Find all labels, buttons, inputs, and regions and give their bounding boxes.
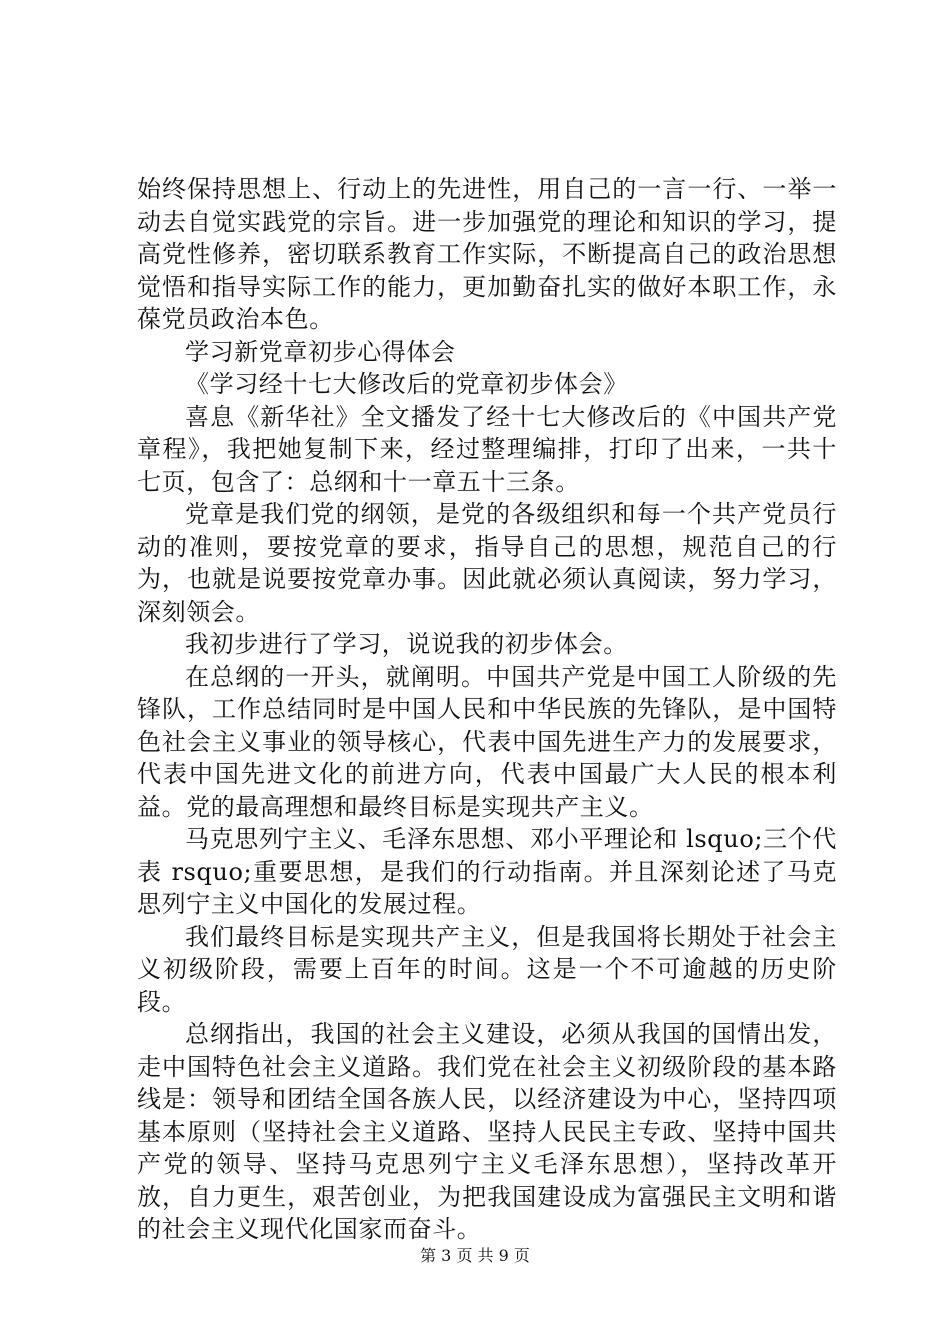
paragraph: 在总纲的一开头，就阐明。中国共产党是中国工人阶级的先锋队，工作总结同时是中国人民和中华民族的先锋队，是中国特色社会主义事业的领导核心，代表中国先进生产力的发展要求，代表中国先进文化的前进方向，代表中国最广大人民的根本利益。党的最高理想和最终目标是实现共产主义。	[137, 662, 837, 821]
section-heading: 学习新党章初步心得体会	[185, 337, 456, 366]
article-title: 《学习经十七大修改后的党章初步体会》	[185, 370, 628, 398]
paragraph-continued: 始终保持思想上、行动上的先进性，用自己的一言一行、一举一动去自觉实践党的宗旨。进一步加强党的理论和知识的学习，提高党性修养，密切联系教育工作实际，不断提高自己的政治思想觉悟和指导实际工作的能力，更加勤奋扎实的做好本职工作，永葆党员政治本色。	[137, 175, 837, 333]
paragraph: 马克思列宁主义、毛泽东思想、邓小平理论和 lsquo;三个代表 rsquo;重要思想，是我们的行动指南。并且深刻论述了马克思列宁主义中国化的发展过程。	[137, 825, 837, 918]
paragraph: 喜息《新华社》全文播发了经十七大修改后的《中国共产党章程》，我把她复制下来，经过整理编排，打印了出来，一共十七页，包含了：总纲和十一章五十三条。	[137, 402, 837, 496]
paragraph: 党章是我们党的纲领，是党的各级组织和每一个共产党员行动的准则，要按党章的要求，指导自己的思想，规范自己的行为，也就是说要按党章办事。因此就必须认真阅读，努力学习，深刻领会。	[137, 500, 837, 626]
paragraph: 我初步进行了学习，说说我的初步体会。	[185, 630, 628, 658]
paragraph: 我们最终目标是实现共产主义，但是我国将长期处于社会主义初级阶段，需要上百年的时间。这是一个不可逾越的历史阶段。	[137, 922, 837, 1016]
paragraph: 总纲指出，我国的社会主义建设，必须从我国的国情出发，走中国特色社会主义道路。我们党在社会主义初级阶段的基本路线是：领导和团结全国各族人民，以经济建设为中心，坚持四项基本原则（坚持社会主义道路、坚持人民民主专政、坚持中国共产党的领导、坚持马克思列宁主义毛泽东思想），坚持改革开放，自力更生，艰苦创业，为把我国建设成为富强民主文明和谐的社会主义现代化国家而奋斗。	[137, 1020, 837, 1243]
document-body	[137, 173, 837, 1246]
page-number-footer: 第 3 页 共 9 页	[420, 1246, 530, 1265]
